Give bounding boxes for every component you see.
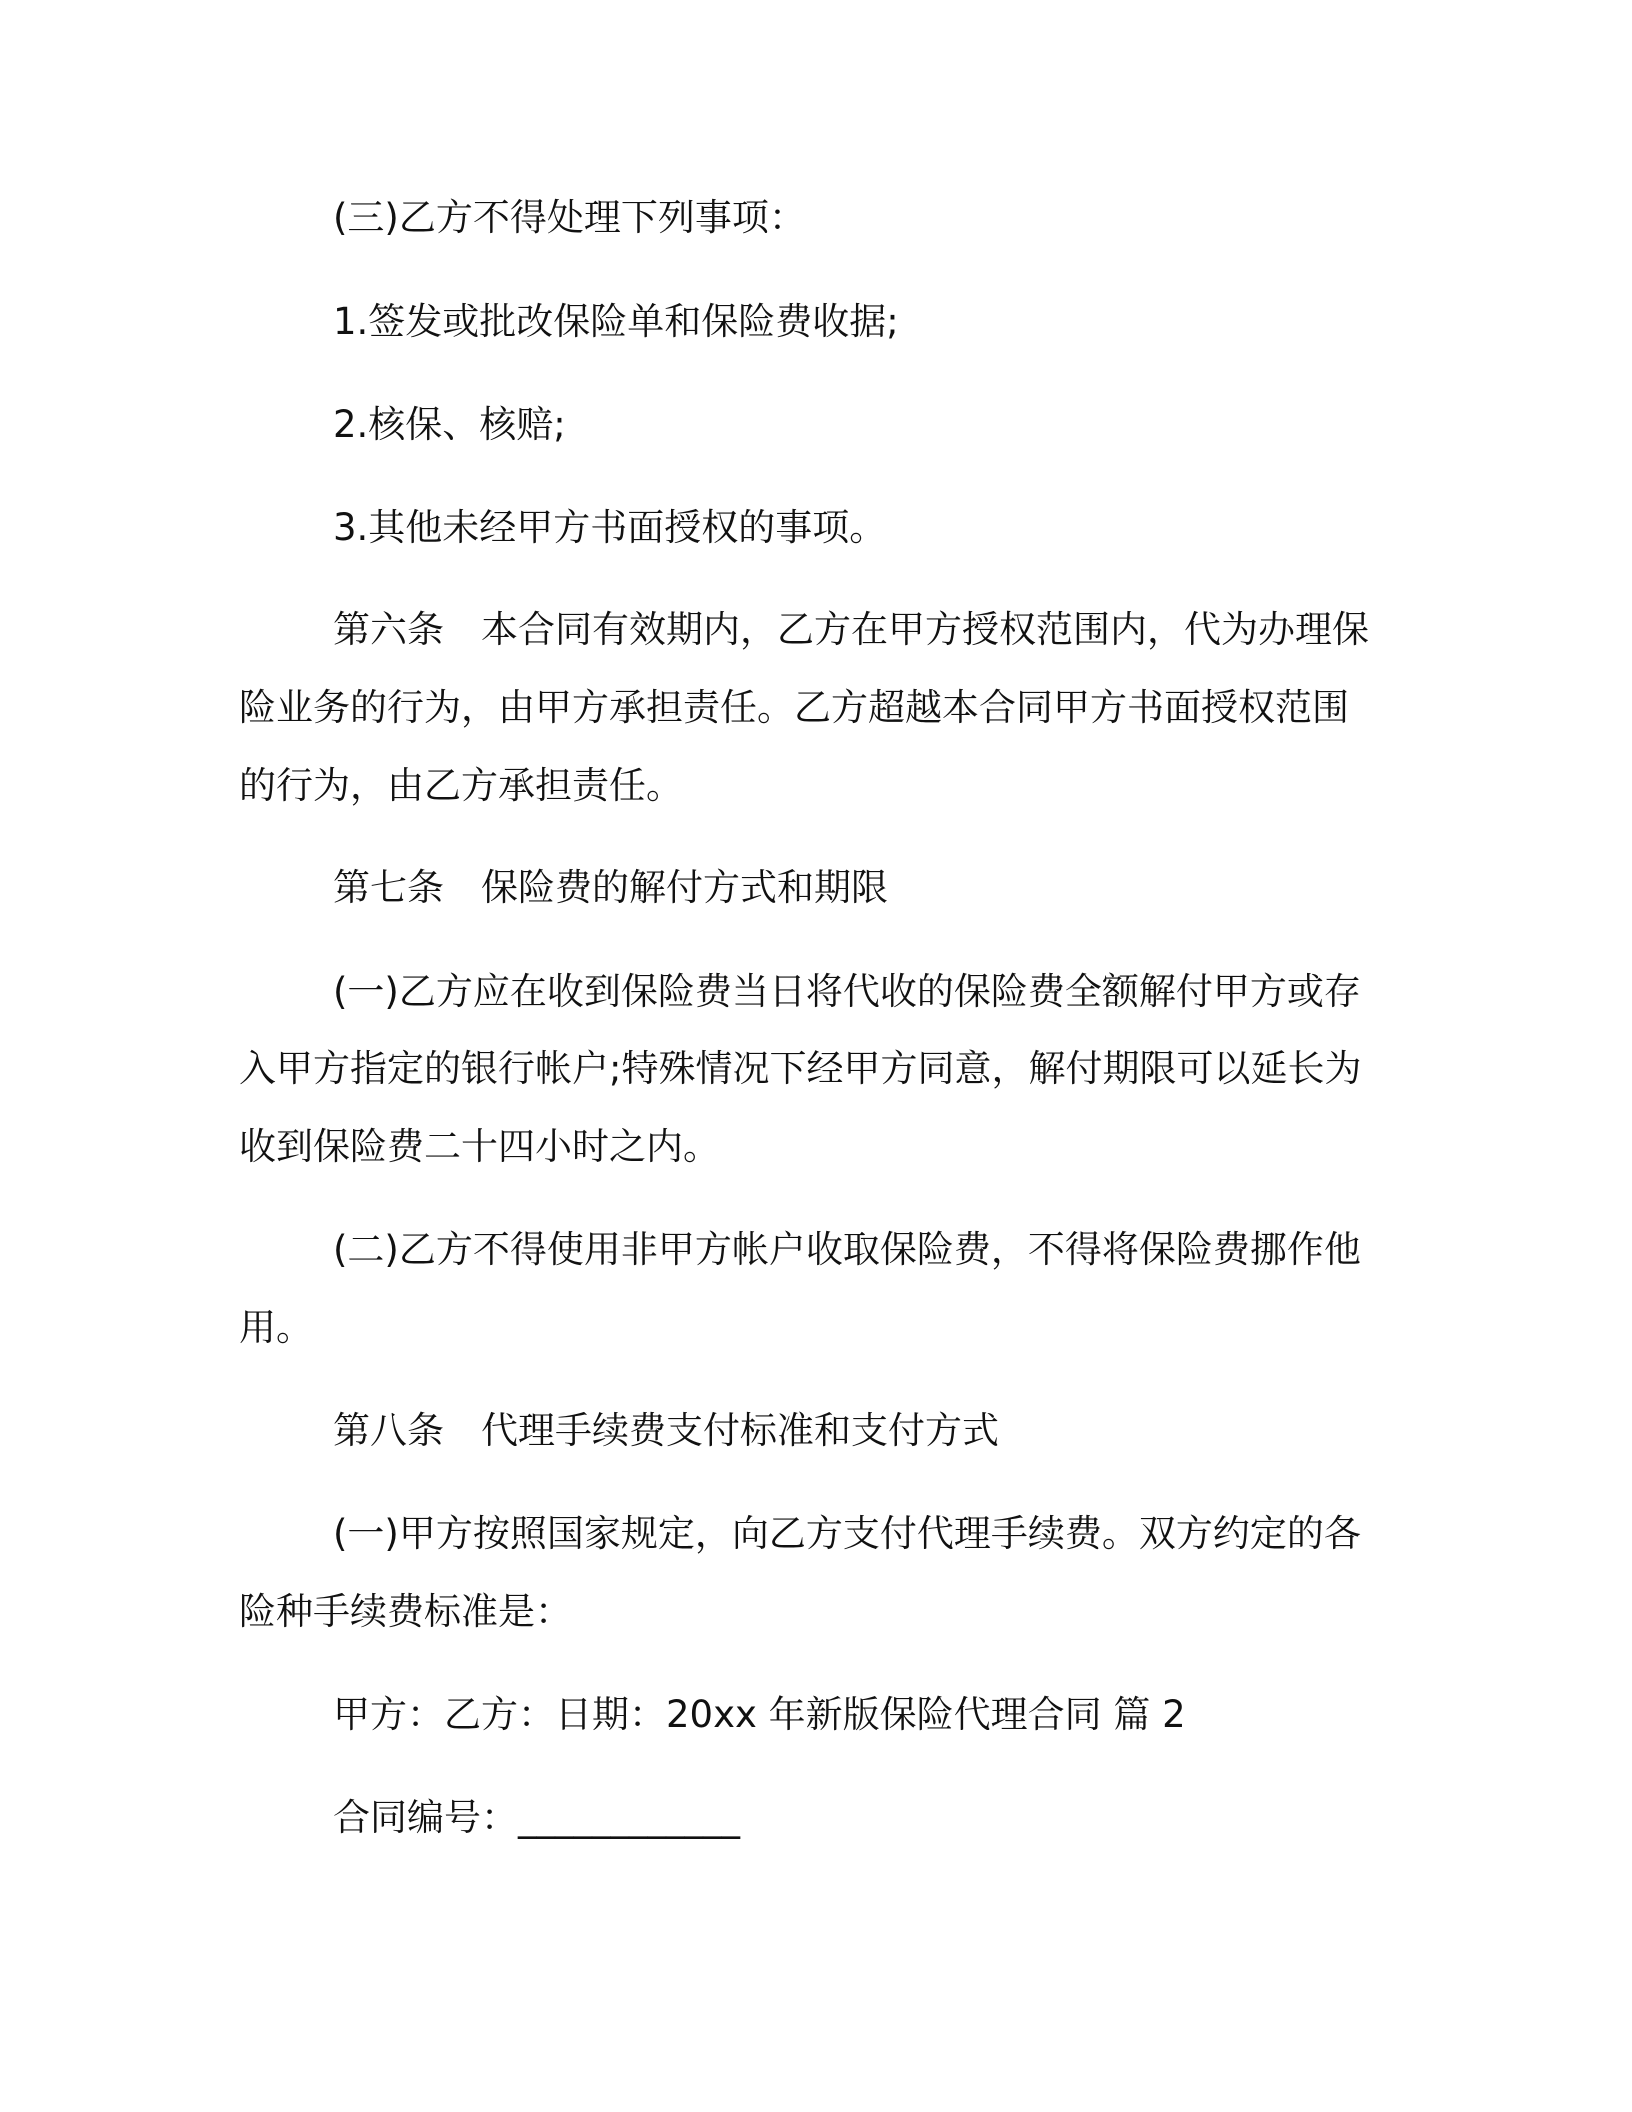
signature-and-title-line: 甲方：乙方：日期：20xx 年新版保险代理合同 篇 2 xyxy=(333,1693,1186,1736)
paragraph-item-1: 1.签发或批改保险单和保险费收据; xyxy=(333,300,899,343)
article-7-item-2-line-2: 用。 xyxy=(239,1306,313,1349)
paragraph-item-3: 3.其他未经甲方书面授权的事项。 xyxy=(333,506,887,549)
article-7-heading: 第七条 保险费的解付方式和期限 xyxy=(333,866,888,909)
paragraph-clause-3-heading: (三)乙方不得处理下列事项： xyxy=(333,196,806,239)
article-6-line-2: 险业务的行为，由甲方承担责任。乙方超越本合同甲方书面授权范围 xyxy=(239,686,1349,729)
article-7-item-1-line-1: (一)乙方应在收到保险费当日将代收的保险费全额解付甲方或存 xyxy=(333,970,1361,1013)
article-7-item-1-line-2: 入甲方指定的银行帐户;特殊情况下经甲方同意，解付期限可以延长为 xyxy=(239,1047,1362,1090)
article-6-line-3: 的行为，由乙方承担责任。 xyxy=(239,764,683,807)
article-8-item-1-line-2: 险种手续费标准是： xyxy=(239,1590,572,1633)
article-8-item-1-line-1: (一)甲方按照国家规定，向乙方支付代理手续费。双方约定的各 xyxy=(333,1512,1361,1555)
contract-number-field: 合同编号：____________ xyxy=(333,1796,740,1839)
article-7-item-2-line-1: (二)乙方不得使用非甲方帐户收取保险费，不得将保险费挪作他 xyxy=(333,1228,1361,1271)
article-6-line-1: 第六条 本合同有效期内，乙方在甲方授权范围内，代为办理保 xyxy=(333,608,1369,651)
article-7-item-1-line-3: 收到保险费二十四小时之内。 xyxy=(239,1125,720,1168)
article-8-heading: 第八条 代理手续费支付标准和支付方式 xyxy=(333,1409,999,1452)
paragraph-item-2: 2.核保、核赔; xyxy=(333,403,566,446)
